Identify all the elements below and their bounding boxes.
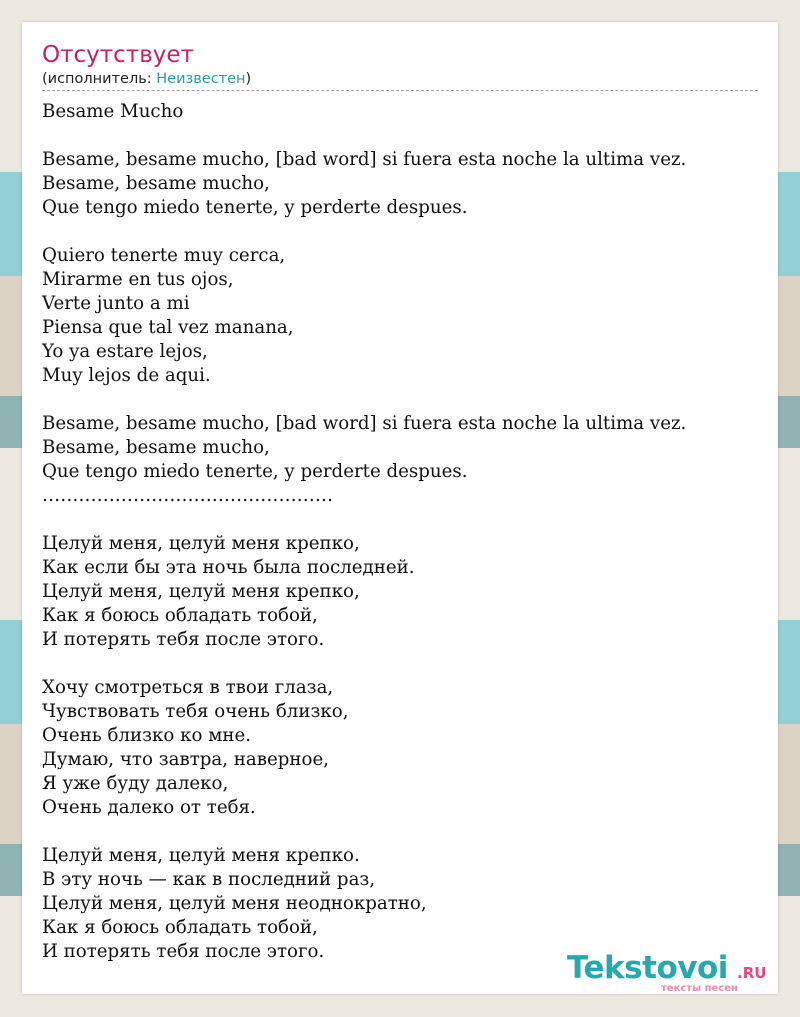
artist-prefix: (исполнитель: <box>42 71 157 87</box>
lyric-line: Целуй меня, целуй меня крепко, <box>42 581 360 602</box>
lyric-line: Как я боюсь обладать тобой, <box>42 605 318 626</box>
lyric-line: Как если бы эта ночь была последней. <box>42 557 415 578</box>
artist-line <box>42 71 251 87</box>
lyric-line: В эту ночь — как в последний раз, <box>42 869 376 890</box>
lyric-line: Целуй меня, целуй меня крепко, <box>42 533 360 554</box>
lyric-line: Piensa que tal vez manana, <box>42 317 294 338</box>
artist-link[interactable]: Неизвестен <box>156 71 246 87</box>
lyric-line <box>42 124 762 148</box>
lyric-line: Yo ya estare lejos, <box>42 341 208 362</box>
lyric-line: Besame, besame mucho, [bad word] si fuera esta noche la ultima vez. <box>42 413 687 434</box>
tekstovoi-logo[interactable] <box>567 950 777 994</box>
lyric-line: Я уже буду далеко, <box>42 773 229 794</box>
lyric-line: Quiero tenerte muy cerca, <box>42 245 286 266</box>
lyric-line: Как я боюсь обладать тобой, <box>42 917 318 938</box>
lyric-line <box>42 388 762 412</box>
lyric-line <box>42 220 762 244</box>
artist-suffix: ) <box>245 71 252 87</box>
song-title: Отсутствует <box>42 42 194 68</box>
lyric-line: ………………………………………… <box>42 485 333 506</box>
lyric-line <box>42 508 762 532</box>
lyric-line: Думаю, что завтра, наверное, <box>42 749 330 770</box>
lyric-line: Целуй меня, целуй меня крепко. <box>42 845 360 866</box>
lyric-line: Besame, besame mucho, <box>42 437 270 458</box>
lyric-line: Muy lejos de aqui. <box>42 365 211 386</box>
title-divider <box>42 90 758 91</box>
logo-tld: .RU <box>737 964 767 982</box>
lyric-line: Que tengo miedo tenerte, y perderte despues. <box>42 461 468 482</box>
lyric-line: И потерять тебя после этого. <box>42 941 325 962</box>
lyrics-card <box>22 22 778 994</box>
lyric-line <box>42 652 762 676</box>
lyric-line: Очень близко ко мне. <box>42 725 252 746</box>
lyric-line: Verte junto a mi <box>42 293 190 314</box>
lyrics-text <box>42 100 762 964</box>
lyric-line: И потерять тебя после этого. <box>42 629 325 650</box>
lyric-line: Besame, besame mucho, [bad word] si fuera esta noche la ultima vez. <box>42 149 687 170</box>
lyric-line: Целуй меня, целуй меня неоднократно, <box>42 893 427 914</box>
lyric-line: Besame, besame mucho, <box>42 173 270 194</box>
lyric-line: Que tengo miedo tenerte, y perderte despues. <box>42 197 468 218</box>
logo-tagline: тексты песен <box>661 983 738 994</box>
lyric-line: Очень далеко от тебя. <box>42 797 256 818</box>
lyric-line: Besame Mucho <box>42 101 184 122</box>
lyric-line: Чувствовать тебя очень близко, <box>42 701 349 722</box>
lyric-line <box>42 820 762 844</box>
lyric-line: Mirarme en tus ojos, <box>42 269 234 290</box>
lyric-line: Хочу смотреться в твои глаза, <box>42 677 334 698</box>
logo-name: Tekstovoi <box>567 950 728 986</box>
